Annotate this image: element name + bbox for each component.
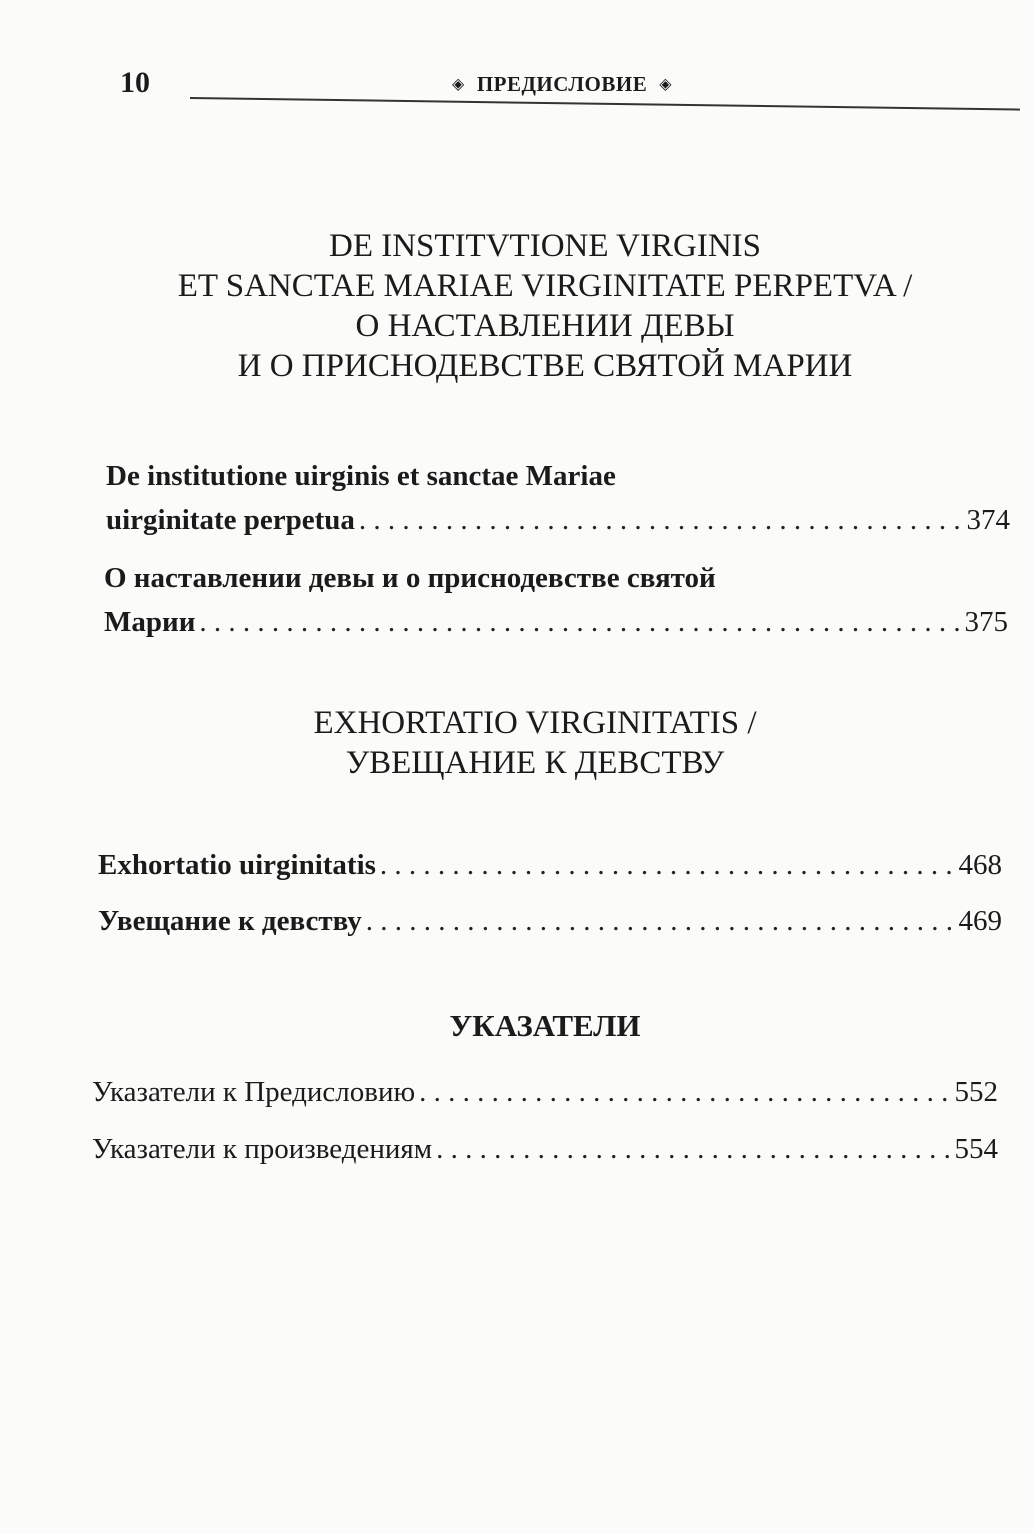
toc-page-number: 469 [958,905,1002,937]
dot-leader [419,1070,950,1114]
running-title-text: ПРЕДИСЛОВИЕ [476,72,648,96]
dot-leader [199,600,960,644]
section-title-line: DE INSTITVTIONE VIRGINIS [329,228,761,264]
toc-entry-text: Exhortatio uirginitatis [98,849,376,881]
section-title-line: УКАЗАТЕЛИ [449,1008,641,1043]
section-title-exhortatio [70,703,1000,783]
section-title-line: О НАСТАВЛЕНИИ ДЕВЫ [355,308,735,344]
toc-entry-text-line2: uirginitate perpetua [106,504,355,536]
section-title-line: EXHORTATIO VIRGINITATIS / [313,705,757,741]
toc-entry-uveshchanie[interactable] [98,899,1002,943]
section-title-line: УВЕЩАНИЕ К ДЕВСТВУ [345,745,725,781]
page-number: 10 [120,66,150,99]
toc-page-number: 374 [966,504,1010,536]
section-title-line: ET SANCTAE MARIAE VIRGINITATE PERPETVA / [177,268,913,304]
toc-entry-text-line1: De institutione uirginis et sanctae Mariae [106,460,616,492]
section-title-de-institutione [80,226,1010,386]
ornament-right-icon: ◈ [659,76,673,93]
dot-leader [436,1127,950,1171]
toc-entry-text: Увещание к девству [98,905,362,937]
toc-entry-de-institutione[interactable] [106,454,1010,542]
dot-leader [359,498,963,542]
running-header [440,70,684,99]
toc-entry-o-nastavlenii[interactable] [104,556,1008,644]
toc-entry-text-line1: О наставлении девы и о приснодевстве святой [104,562,716,594]
toc-page-number: 552 [954,1076,998,1108]
ornament-left-icon: ◈ [452,76,465,93]
toc-entry-ukazateli-predisloviyu[interactable] [92,1070,998,1114]
toc-entry-ukazateli-proizvedeniyam[interactable] [92,1127,998,1171]
toc-entry-text: Указатели к произведениям [92,1133,433,1165]
toc-page-number: 554 [954,1133,998,1165]
dot-leader [366,899,955,943]
toc-entry-text: Указатели к Предисловию [92,1076,416,1108]
toc-entry-exhortatio[interactable] [98,843,1002,887]
section-title-line: И О ПРИСНОДЕВСТВЕ СВЯТОЙ МАРИИ [237,348,853,384]
header-rule [190,97,1020,111]
toc-page-number: 468 [958,849,1002,881]
toc-page-number: 375 [964,606,1008,638]
dot-leader [380,843,955,887]
toc-entry-text-line2: Марии [104,606,196,638]
section-title-ukazateli [80,1006,1010,1046]
